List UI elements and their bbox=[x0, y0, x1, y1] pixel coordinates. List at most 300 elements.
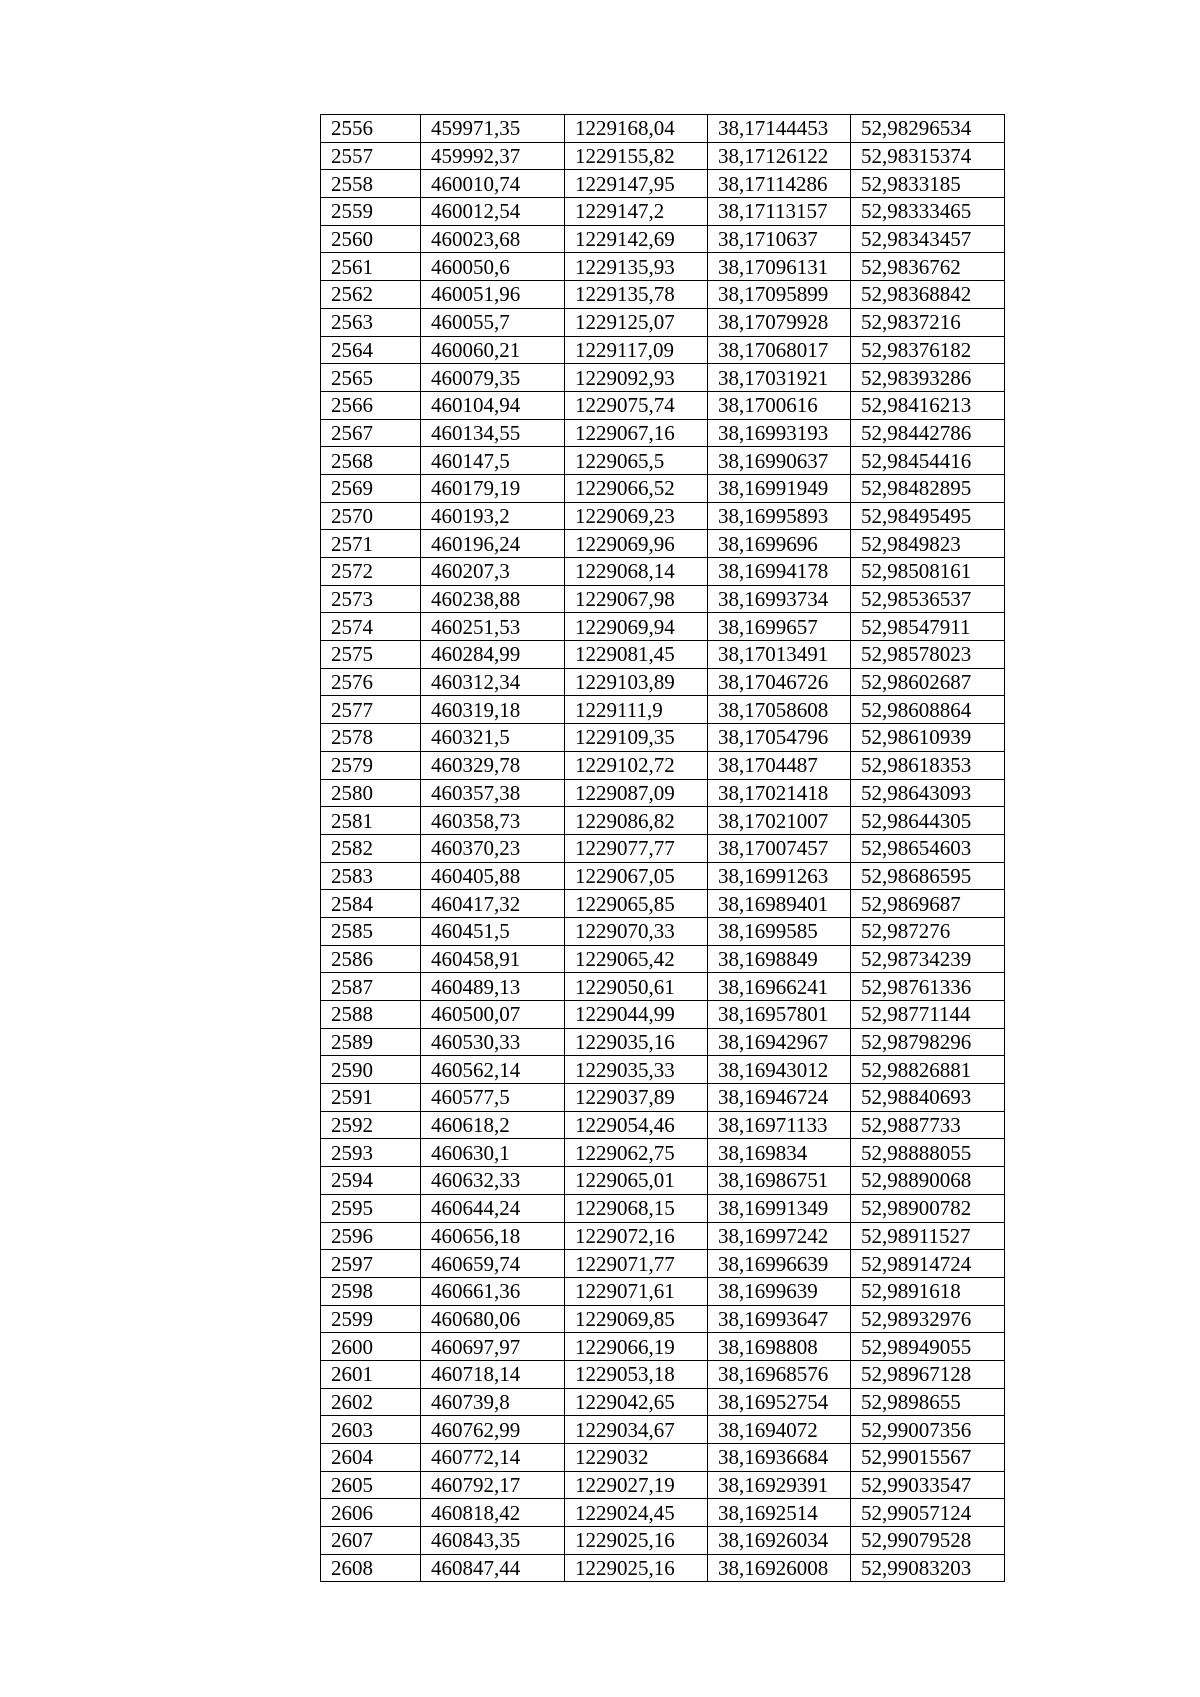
x-coordinate-cell: 460458,91 bbox=[421, 945, 565, 973]
x-coordinate-cell: 460012,54 bbox=[421, 198, 565, 226]
point-number-cell: 2583 bbox=[321, 862, 421, 890]
table-row bbox=[321, 1277, 1005, 1305]
longitude-cell: 38,16993647 bbox=[708, 1305, 851, 1333]
latitude-cell: 52,98888055 bbox=[851, 1139, 1005, 1167]
y-coordinate-cell: 1229050,61 bbox=[565, 973, 708, 1001]
point-number-cell: 2558 bbox=[321, 170, 421, 198]
y-coordinate-cell: 1229087,09 bbox=[565, 779, 708, 807]
table-row bbox=[321, 115, 1005, 143]
table-row bbox=[321, 336, 1005, 364]
x-coordinate-cell: 460530,33 bbox=[421, 1028, 565, 1056]
latitude-cell: 52,98608864 bbox=[851, 696, 1005, 724]
longitude-cell: 38,16968576 bbox=[708, 1360, 851, 1388]
x-coordinate-cell: 460405,88 bbox=[421, 862, 565, 890]
y-coordinate-cell: 1229092,93 bbox=[565, 364, 708, 392]
point-number-cell: 2565 bbox=[321, 364, 421, 392]
point-number-cell: 2593 bbox=[321, 1139, 421, 1167]
table-row bbox=[321, 308, 1005, 336]
table-row bbox=[321, 779, 1005, 807]
y-coordinate-cell: 1229117,09 bbox=[565, 336, 708, 364]
y-coordinate-cell: 1229077,77 bbox=[565, 834, 708, 862]
longitude-cell: 38,16943012 bbox=[708, 1056, 851, 1084]
x-coordinate-cell: 460680,06 bbox=[421, 1305, 565, 1333]
longitude-cell: 38,1694072 bbox=[708, 1416, 851, 1444]
y-coordinate-cell: 1229032 bbox=[565, 1444, 708, 1472]
x-coordinate-cell: 460319,18 bbox=[421, 696, 565, 724]
point-number-cell: 2599 bbox=[321, 1305, 421, 1333]
latitude-cell: 52,99079528 bbox=[851, 1527, 1005, 1555]
longitude-cell: 38,1710637 bbox=[708, 225, 851, 253]
point-number-cell: 2605 bbox=[321, 1471, 421, 1499]
latitude-cell: 52,98376182 bbox=[851, 336, 1005, 364]
longitude-cell: 38,17013491 bbox=[708, 641, 851, 669]
latitude-cell: 52,9869687 bbox=[851, 890, 1005, 918]
latitude-cell: 52,98454416 bbox=[851, 447, 1005, 475]
point-number-cell: 2595 bbox=[321, 1194, 421, 1222]
x-coordinate-cell: 460251,53 bbox=[421, 613, 565, 641]
point-number-cell: 2574 bbox=[321, 613, 421, 641]
x-coordinate-cell: 460500,07 bbox=[421, 1001, 565, 1029]
longitude-cell: 38,1698808 bbox=[708, 1333, 851, 1361]
table-row bbox=[321, 1527, 1005, 1555]
point-number-cell: 2586 bbox=[321, 945, 421, 973]
latitude-cell: 52,98890068 bbox=[851, 1167, 1005, 1195]
y-coordinate-cell: 1229111,9 bbox=[565, 696, 708, 724]
x-coordinate-cell: 460023,68 bbox=[421, 225, 565, 253]
latitude-cell: 52,98949055 bbox=[851, 1333, 1005, 1361]
latitude-cell: 52,98644305 bbox=[851, 807, 1005, 835]
latitude-cell: 52,99083203 bbox=[851, 1554, 1005, 1582]
longitude-cell: 38,16986751 bbox=[708, 1167, 851, 1195]
table-row bbox=[321, 1388, 1005, 1416]
y-coordinate-cell: 1229025,16 bbox=[565, 1527, 708, 1555]
x-coordinate-cell: 460051,96 bbox=[421, 281, 565, 309]
point-number-cell: 2571 bbox=[321, 530, 421, 558]
y-coordinate-cell: 1229168,04 bbox=[565, 115, 708, 143]
x-coordinate-cell: 460656,18 bbox=[421, 1222, 565, 1250]
point-number-cell: 2600 bbox=[321, 1333, 421, 1361]
latitude-cell: 52,9836762 bbox=[851, 253, 1005, 281]
y-coordinate-cell: 1229037,89 bbox=[565, 1084, 708, 1112]
x-coordinate-cell: 460843,35 bbox=[421, 1527, 565, 1555]
y-coordinate-cell: 1229066,19 bbox=[565, 1333, 708, 1361]
point-number-cell: 2597 bbox=[321, 1250, 421, 1278]
point-number-cell: 2561 bbox=[321, 253, 421, 281]
y-coordinate-cell: 1229053,18 bbox=[565, 1360, 708, 1388]
latitude-cell: 52,9898655 bbox=[851, 1388, 1005, 1416]
table-row bbox=[321, 1360, 1005, 1388]
latitude-cell: 52,98798296 bbox=[851, 1028, 1005, 1056]
longitude-cell: 38,16936684 bbox=[708, 1444, 851, 1472]
x-coordinate-cell: 460321,5 bbox=[421, 724, 565, 752]
y-coordinate-cell: 1229069,96 bbox=[565, 530, 708, 558]
longitude-cell: 38,16991263 bbox=[708, 862, 851, 890]
y-coordinate-cell: 1229086,82 bbox=[565, 807, 708, 835]
table-row bbox=[321, 613, 1005, 641]
x-coordinate-cell: 460079,35 bbox=[421, 364, 565, 392]
x-coordinate-cell: 460818,42 bbox=[421, 1499, 565, 1527]
x-coordinate-cell: 460357,38 bbox=[421, 779, 565, 807]
longitude-cell: 38,1698849 bbox=[708, 945, 851, 973]
point-number-cell: 2584 bbox=[321, 890, 421, 918]
y-coordinate-cell: 1229072,16 bbox=[565, 1222, 708, 1250]
latitude-cell: 52,98508161 bbox=[851, 558, 1005, 586]
latitude-cell: 52,98643093 bbox=[851, 779, 1005, 807]
y-coordinate-cell: 1229071,77 bbox=[565, 1250, 708, 1278]
table-row bbox=[321, 530, 1005, 558]
longitude-cell: 38,17079928 bbox=[708, 308, 851, 336]
latitude-cell: 52,98686595 bbox=[851, 862, 1005, 890]
y-coordinate-cell: 1229065,01 bbox=[565, 1167, 708, 1195]
x-coordinate-cell: 460179,19 bbox=[421, 474, 565, 502]
y-coordinate-cell: 1229065,85 bbox=[565, 890, 708, 918]
point-number-cell: 2592 bbox=[321, 1111, 421, 1139]
latitude-cell: 52,98482895 bbox=[851, 474, 1005, 502]
longitude-cell: 38,16971133 bbox=[708, 1111, 851, 1139]
table-row bbox=[321, 807, 1005, 835]
y-coordinate-cell: 1229065,5 bbox=[565, 447, 708, 475]
table-row bbox=[321, 724, 1005, 752]
latitude-cell: 52,98967128 bbox=[851, 1360, 1005, 1388]
longitude-cell: 38,1692514 bbox=[708, 1499, 851, 1527]
y-coordinate-cell: 1229142,69 bbox=[565, 225, 708, 253]
y-coordinate-cell: 1229067,05 bbox=[565, 862, 708, 890]
longitude-cell: 38,17031921 bbox=[708, 364, 851, 392]
table-row bbox=[321, 1139, 1005, 1167]
longitude-cell: 38,17021418 bbox=[708, 779, 851, 807]
point-number-cell: 2557 bbox=[321, 142, 421, 170]
point-number-cell: 2577 bbox=[321, 696, 421, 724]
y-coordinate-cell: 1229147,2 bbox=[565, 198, 708, 226]
table-row bbox=[321, 1471, 1005, 1499]
latitude-cell: 52,98547911 bbox=[851, 613, 1005, 641]
y-coordinate-cell: 1229070,33 bbox=[565, 917, 708, 945]
latitude-cell: 52,98296534 bbox=[851, 115, 1005, 143]
latitude-cell: 52,9849823 bbox=[851, 530, 1005, 558]
x-coordinate-cell: 460060,21 bbox=[421, 336, 565, 364]
table-row bbox=[321, 225, 1005, 253]
latitude-cell: 52,9837216 bbox=[851, 308, 1005, 336]
longitude-cell: 38,17068017 bbox=[708, 336, 851, 364]
point-number-cell: 2601 bbox=[321, 1360, 421, 1388]
x-coordinate-cell: 460147,5 bbox=[421, 447, 565, 475]
y-coordinate-cell: 1229068,15 bbox=[565, 1194, 708, 1222]
table-row bbox=[321, 751, 1005, 779]
y-coordinate-cell: 1229062,75 bbox=[565, 1139, 708, 1167]
latitude-cell: 52,98840693 bbox=[851, 1084, 1005, 1112]
point-number-cell: 2589 bbox=[321, 1028, 421, 1056]
longitude-cell: 38,16946724 bbox=[708, 1084, 851, 1112]
point-number-cell: 2585 bbox=[321, 917, 421, 945]
table-row bbox=[321, 281, 1005, 309]
point-number-cell: 2598 bbox=[321, 1277, 421, 1305]
x-coordinate-cell: 460618,2 bbox=[421, 1111, 565, 1139]
table-row bbox=[321, 1444, 1005, 1472]
point-number-cell: 2607 bbox=[321, 1527, 421, 1555]
point-number-cell: 2604 bbox=[321, 1444, 421, 1472]
y-coordinate-cell: 1229071,61 bbox=[565, 1277, 708, 1305]
point-number-cell: 2588 bbox=[321, 1001, 421, 1029]
table-row bbox=[321, 1194, 1005, 1222]
x-coordinate-cell: 460193,2 bbox=[421, 502, 565, 530]
latitude-cell: 52,98771144 bbox=[851, 1001, 1005, 1029]
coordinates-table-body bbox=[321, 115, 1005, 1582]
latitude-cell: 52,98734239 bbox=[851, 945, 1005, 973]
longitude-cell: 38,1700616 bbox=[708, 391, 851, 419]
longitude-cell: 38,17054796 bbox=[708, 724, 851, 752]
latitude-cell: 52,99007356 bbox=[851, 1416, 1005, 1444]
point-number-cell: 2606 bbox=[321, 1499, 421, 1527]
latitude-cell: 52,98602687 bbox=[851, 668, 1005, 696]
y-coordinate-cell: 1229069,94 bbox=[565, 613, 708, 641]
table-row bbox=[321, 1554, 1005, 1582]
latitude-cell: 52,98315374 bbox=[851, 142, 1005, 170]
point-number-cell: 2576 bbox=[321, 668, 421, 696]
x-coordinate-cell: 460050,6 bbox=[421, 253, 565, 281]
point-number-cell: 2563 bbox=[321, 308, 421, 336]
table-row bbox=[321, 474, 1005, 502]
y-coordinate-cell: 1229044,99 bbox=[565, 1001, 708, 1029]
latitude-cell: 52,98536537 bbox=[851, 585, 1005, 613]
point-number-cell: 2569 bbox=[321, 474, 421, 502]
longitude-cell: 38,16926008 bbox=[708, 1554, 851, 1582]
latitude-cell: 52,98900782 bbox=[851, 1194, 1005, 1222]
y-coordinate-cell: 1229069,23 bbox=[565, 502, 708, 530]
table-row bbox=[321, 834, 1005, 862]
x-coordinate-cell: 460659,74 bbox=[421, 1250, 565, 1278]
y-coordinate-cell: 1229054,46 bbox=[565, 1111, 708, 1139]
x-coordinate-cell: 460196,24 bbox=[421, 530, 565, 558]
point-number-cell: 2608 bbox=[321, 1554, 421, 1582]
longitude-cell: 38,17046726 bbox=[708, 668, 851, 696]
y-coordinate-cell: 1229025,16 bbox=[565, 1554, 708, 1582]
longitude-cell: 38,16966241 bbox=[708, 973, 851, 1001]
longitude-cell: 38,16990637 bbox=[708, 447, 851, 475]
latitude-cell: 52,98826881 bbox=[851, 1056, 1005, 1084]
x-coordinate-cell: 459992,37 bbox=[421, 142, 565, 170]
table-row bbox=[321, 447, 1005, 475]
x-coordinate-cell: 460762,99 bbox=[421, 1416, 565, 1444]
longitude-cell: 38,1699696 bbox=[708, 530, 851, 558]
table-row bbox=[321, 253, 1005, 281]
y-coordinate-cell: 1229109,35 bbox=[565, 724, 708, 752]
table-row bbox=[321, 945, 1005, 973]
longitude-cell: 38,1699639 bbox=[708, 1277, 851, 1305]
table-row bbox=[321, 973, 1005, 1001]
longitude-cell: 38,16942967 bbox=[708, 1028, 851, 1056]
latitude-cell: 52,98333465 bbox=[851, 198, 1005, 226]
table-row bbox=[321, 696, 1005, 724]
longitude-cell: 38,1699657 bbox=[708, 613, 851, 641]
point-number-cell: 2568 bbox=[321, 447, 421, 475]
table-row bbox=[321, 1333, 1005, 1361]
point-number-cell: 2591 bbox=[321, 1084, 421, 1112]
latitude-cell: 52,99033547 bbox=[851, 1471, 1005, 1499]
x-coordinate-cell: 460577,5 bbox=[421, 1084, 565, 1112]
y-coordinate-cell: 1229067,98 bbox=[565, 585, 708, 613]
point-number-cell: 2594 bbox=[321, 1167, 421, 1195]
table-row bbox=[321, 1499, 1005, 1527]
table-row bbox=[321, 668, 1005, 696]
table-row bbox=[321, 1001, 1005, 1029]
x-coordinate-cell: 460847,44 bbox=[421, 1554, 565, 1582]
longitude-cell: 38,16991949 bbox=[708, 474, 851, 502]
longitude-cell: 38,16926034 bbox=[708, 1527, 851, 1555]
y-coordinate-cell: 1229035,33 bbox=[565, 1056, 708, 1084]
longitude-cell: 38,17096131 bbox=[708, 253, 851, 281]
longitude-cell: 38,17007457 bbox=[708, 834, 851, 862]
point-number-cell: 2566 bbox=[321, 391, 421, 419]
x-coordinate-cell: 460207,3 bbox=[421, 558, 565, 586]
coordinates-table bbox=[320, 114, 1005, 1582]
point-number-cell: 2587 bbox=[321, 973, 421, 1001]
latitude-cell: 52,9887733 bbox=[851, 1111, 1005, 1139]
table-row bbox=[321, 170, 1005, 198]
table-row bbox=[321, 1111, 1005, 1139]
latitude-cell: 52,98343457 bbox=[851, 225, 1005, 253]
x-coordinate-cell: 460370,23 bbox=[421, 834, 565, 862]
point-number-cell: 2580 bbox=[321, 779, 421, 807]
latitude-cell: 52,98654603 bbox=[851, 834, 1005, 862]
point-number-cell: 2581 bbox=[321, 807, 421, 835]
x-coordinate-cell: 460630,1 bbox=[421, 1139, 565, 1167]
y-coordinate-cell: 1229147,95 bbox=[565, 170, 708, 198]
point-number-cell: 2579 bbox=[321, 751, 421, 779]
table-row bbox=[321, 391, 1005, 419]
x-coordinate-cell: 460238,88 bbox=[421, 585, 565, 613]
table-row bbox=[321, 890, 1005, 918]
table-row bbox=[321, 1084, 1005, 1112]
y-coordinate-cell: 1229075,74 bbox=[565, 391, 708, 419]
longitude-cell: 38,16993193 bbox=[708, 419, 851, 447]
latitude-cell: 52,98932976 bbox=[851, 1305, 1005, 1333]
longitude-cell: 38,16952754 bbox=[708, 1388, 851, 1416]
y-coordinate-cell: 1229066,52 bbox=[565, 474, 708, 502]
y-coordinate-cell: 1229035,16 bbox=[565, 1028, 708, 1056]
table-row bbox=[321, 558, 1005, 586]
y-coordinate-cell: 1229081,45 bbox=[565, 641, 708, 669]
latitude-cell: 52,98495495 bbox=[851, 502, 1005, 530]
longitude-cell: 38,17113157 bbox=[708, 198, 851, 226]
x-coordinate-cell: 460661,36 bbox=[421, 1277, 565, 1305]
latitude-cell: 52,987276 bbox=[851, 917, 1005, 945]
point-number-cell: 2573 bbox=[321, 585, 421, 613]
longitude-cell: 38,1704487 bbox=[708, 751, 851, 779]
y-coordinate-cell: 1229024,45 bbox=[565, 1499, 708, 1527]
table-row bbox=[321, 364, 1005, 392]
latitude-cell: 52,98610939 bbox=[851, 724, 1005, 752]
latitude-cell: 52,98618353 bbox=[851, 751, 1005, 779]
table-row bbox=[321, 641, 1005, 669]
latitude-cell: 52,98416213 bbox=[851, 391, 1005, 419]
x-coordinate-cell: 460358,73 bbox=[421, 807, 565, 835]
longitude-cell: 38,17095899 bbox=[708, 281, 851, 309]
longitude-cell: 38,17114286 bbox=[708, 170, 851, 198]
longitude-cell: 38,16993734 bbox=[708, 585, 851, 613]
longitude-cell: 38,16995893 bbox=[708, 502, 851, 530]
y-coordinate-cell: 1229103,89 bbox=[565, 668, 708, 696]
longitude-cell: 38,16994178 bbox=[708, 558, 851, 586]
longitude-cell: 38,1699585 bbox=[708, 917, 851, 945]
latitude-cell: 52,9891618 bbox=[851, 1277, 1005, 1305]
table-row bbox=[321, 142, 1005, 170]
longitude-cell: 38,17144453 bbox=[708, 115, 851, 143]
x-coordinate-cell: 460562,14 bbox=[421, 1056, 565, 1084]
latitude-cell: 52,99057124 bbox=[851, 1499, 1005, 1527]
longitude-cell: 38,16929391 bbox=[708, 1471, 851, 1499]
x-coordinate-cell: 460739,8 bbox=[421, 1388, 565, 1416]
y-coordinate-cell: 1229065,42 bbox=[565, 945, 708, 973]
y-coordinate-cell: 1229135,78 bbox=[565, 281, 708, 309]
x-coordinate-cell: 460489,13 bbox=[421, 973, 565, 1001]
y-coordinate-cell: 1229155,82 bbox=[565, 142, 708, 170]
x-coordinate-cell: 460312,34 bbox=[421, 668, 565, 696]
table-row bbox=[321, 1028, 1005, 1056]
x-coordinate-cell: 460451,5 bbox=[421, 917, 565, 945]
table-row bbox=[321, 585, 1005, 613]
table-row bbox=[321, 1250, 1005, 1278]
y-coordinate-cell: 1229102,72 bbox=[565, 751, 708, 779]
x-coordinate-cell: 460792,17 bbox=[421, 1471, 565, 1499]
point-number-cell: 2602 bbox=[321, 1388, 421, 1416]
y-coordinate-cell: 1229067,16 bbox=[565, 419, 708, 447]
x-coordinate-cell: 460697,97 bbox=[421, 1333, 565, 1361]
longitude-cell: 38,16996639 bbox=[708, 1250, 851, 1278]
latitude-cell: 52,99015567 bbox=[851, 1444, 1005, 1472]
y-coordinate-cell: 1229069,85 bbox=[565, 1305, 708, 1333]
longitude-cell: 38,16957801 bbox=[708, 1001, 851, 1029]
point-number-cell: 2570 bbox=[321, 502, 421, 530]
longitude-cell: 38,17126122 bbox=[708, 142, 851, 170]
latitude-cell: 52,98911527 bbox=[851, 1222, 1005, 1250]
point-number-cell: 2559 bbox=[321, 198, 421, 226]
x-coordinate-cell: 460284,99 bbox=[421, 641, 565, 669]
latitude-cell: 52,98368842 bbox=[851, 281, 1005, 309]
point-number-cell: 2572 bbox=[321, 558, 421, 586]
x-coordinate-cell: 460055,7 bbox=[421, 308, 565, 336]
y-coordinate-cell: 1229125,07 bbox=[565, 308, 708, 336]
point-number-cell: 2556 bbox=[321, 115, 421, 143]
x-coordinate-cell: 460718,14 bbox=[421, 1360, 565, 1388]
table-row bbox=[321, 1305, 1005, 1333]
x-coordinate-cell: 460329,78 bbox=[421, 751, 565, 779]
x-coordinate-cell: 460417,32 bbox=[421, 890, 565, 918]
point-number-cell: 2575 bbox=[321, 641, 421, 669]
latitude-cell: 52,98578023 bbox=[851, 641, 1005, 669]
longitude-cell: 38,16991349 bbox=[708, 1194, 851, 1222]
point-number-cell: 2603 bbox=[321, 1416, 421, 1444]
latitude-cell: 52,98393286 bbox=[851, 364, 1005, 392]
longitude-cell: 38,17058608 bbox=[708, 696, 851, 724]
point-number-cell: 2562 bbox=[321, 281, 421, 309]
table-row bbox=[321, 917, 1005, 945]
table-row bbox=[321, 198, 1005, 226]
point-number-cell: 2567 bbox=[321, 419, 421, 447]
latitude-cell: 52,9833185 bbox=[851, 170, 1005, 198]
table-row bbox=[321, 1167, 1005, 1195]
point-number-cell: 2578 bbox=[321, 724, 421, 752]
x-coordinate-cell: 460104,94 bbox=[421, 391, 565, 419]
longitude-cell: 38,169834 bbox=[708, 1139, 851, 1167]
x-coordinate-cell: 459971,35 bbox=[421, 115, 565, 143]
longitude-cell: 38,16997242 bbox=[708, 1222, 851, 1250]
table-row bbox=[321, 1222, 1005, 1250]
x-coordinate-cell: 460632,33 bbox=[421, 1167, 565, 1195]
x-coordinate-cell: 460644,24 bbox=[421, 1194, 565, 1222]
point-number-cell: 2564 bbox=[321, 336, 421, 364]
table-row bbox=[321, 502, 1005, 530]
y-coordinate-cell: 1229034,67 bbox=[565, 1416, 708, 1444]
